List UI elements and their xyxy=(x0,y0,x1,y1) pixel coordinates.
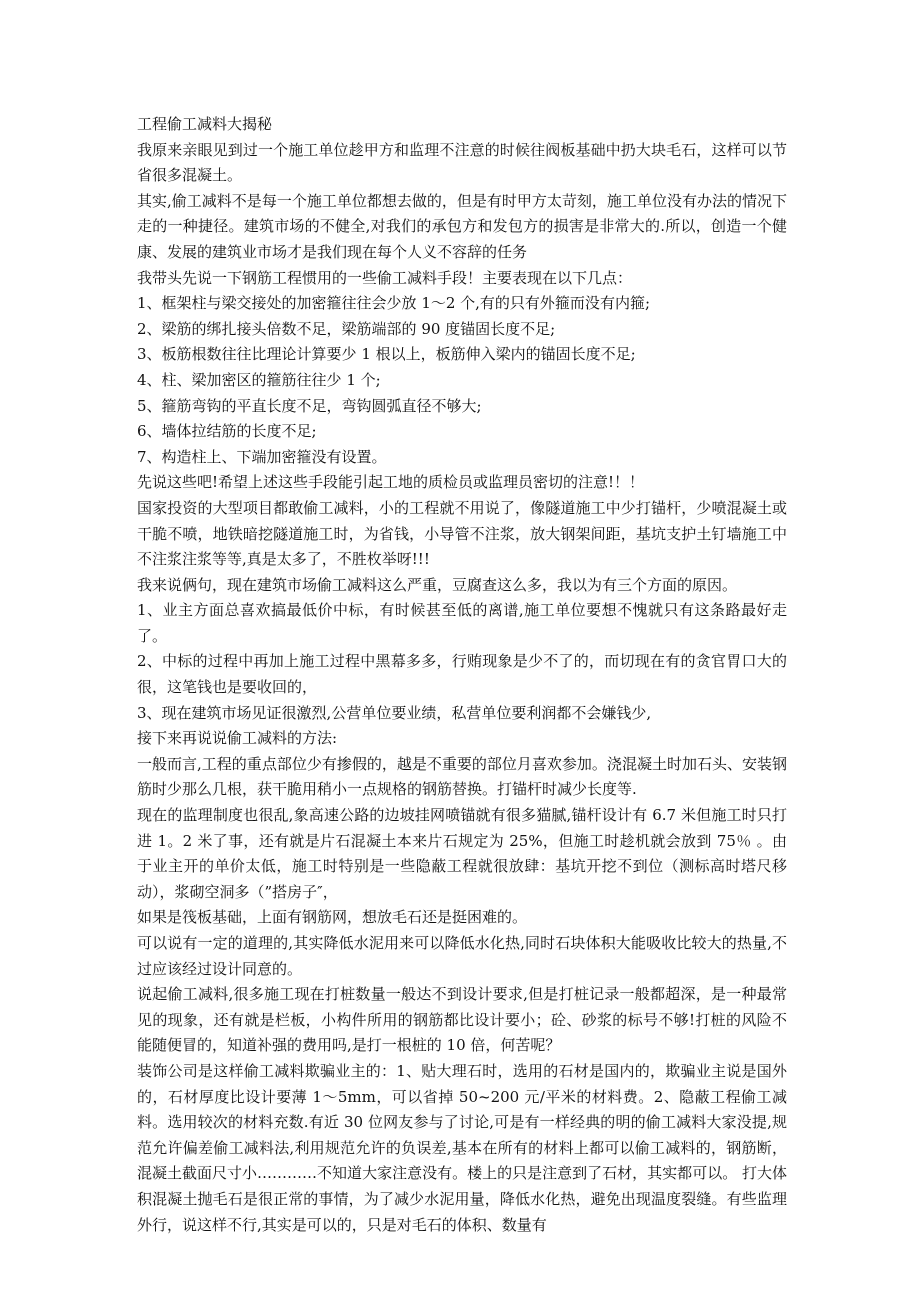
list-item: 6、墙体拉结筋的长度不足; xyxy=(137,422,317,441)
paragraph: 国家投资的大型项目都敢偷工减料，小的工程就不用说了，像隧道施工中少打锚杆，少喷混凝土或干脆不喷，地铁暗挖隧道施工时，为省钱，小导管不注浆，放大钢架间距，基坑支护土钉墙施工中不注浆注浆等等,真是太多了，不胜枚举呀!!! xyxy=(137,498,787,569)
document-title: 工程偷工减料大揭秘 xyxy=(137,115,273,133)
list-item: 3、现在建筑市场见证很激烈,公营单位要业绩，私营单位要利润都不会嫌钱少, xyxy=(137,703,652,722)
paragraph: 接下来再说说偷工减料的方法: xyxy=(137,729,338,748)
list-item: 2、中标的过程中再加上施工过程中黑幕多多，行贿现象是少不了的，而切现在有的贪官胃口大的很，这笔钱也是要收回的， xyxy=(137,652,787,697)
list-item: 2、梁筋的绑扎接头倍数不足，梁筋端部的 90 度锚固长度不足; xyxy=(137,319,556,338)
list-item: 4、柱、梁加密区的箍筋往往少 1 个; xyxy=(137,370,381,389)
paragraph: 说起偷工减料,很多施工现在打桩数量一般达不到设计要求,但是打桩记录一般都超深，是一种最常见的现象，还有就是栏板，小构件所用的钢筋都比设计要小；砼、砂浆的标号不够!打桩的风险不能随便冒的，知道补强的费用吗,是打一根桩的 10 倍，何苦呢？ xyxy=(137,985,787,1055)
list-item: 5、箍筋弯钩的平直长度不足，弯钩圆弧直径不够大; xyxy=(137,396,482,415)
document-body xyxy=(137,112,787,1238)
list-item: 7、构造柱上、下端加密箍没有设置。 xyxy=(137,447,387,466)
paragraph: 我来说俩句，现在建筑市场偷工减料这么严重，豆腐查这么多，我以为有三个方面的原因。 xyxy=(137,575,738,594)
paragraph: 我原来亲眼见到过一个施工单位趁甲方和监理不注意的时候往阀板基础中扔大块毛石，这样可以节省很多混凝土。 xyxy=(137,140,787,185)
list-item: 1、框架柱与梁交接处的加密箍往往会少放 1～2 个,有的只有外箍而没有内箍; xyxy=(137,294,650,313)
list-item: 3、板筋根数往往比理论计算要少 1 根以上，板筋伸入梁内的锚固长度不足; xyxy=(137,345,636,364)
paragraph: 如果是筏板基础，上面有钢筋网，想放毛石还是挺困难的。 xyxy=(137,908,528,927)
list-item: 1、业主方面总喜欢搞最低价中标，有时候甚至低的离谱,施工单位要想不愧就只有这条路最好走了。 xyxy=(137,601,787,645)
paragraph: 装饰公司是这样偷工减料欺骗业主的：1、贴大理石时，选用的石材是国内的，欺骗业主说是国外的，石材厚度比设计要薄 1～5mm，可以省掉 50~200 元/平米的材料费。2、隐蔽工程偷工减料。选用较次的材料充数.有近 30 位网友参与了讨论,可是有一样经典的明的偷工减料大家没提,规范允许偏差偷工减料法,利用规范允许的负误差,基本在所有的材料上都可以偷工减料的，钢筋断，混凝土截面尺寸小…………不知道大家注意没有。楼上的只是注意到了石材，其实都可以。 打大体积混凝土抛毛石是很正常的事情，为了减少水泥用量，降低水化热，避免出现温度裂缝。有些监理外行，说这样不行,其实是可以的，只是对毛石的体积、数量有 xyxy=(137,1061,787,1234)
paragraph: 现在的监理制度也很乱,象高速公路的边坡挂网喷锚就有很多猫腻,锚杆设计有 6.7 米但施工时只打进 1。2 米了事，还有就是片石混凝土本来片石规定为 25%，但施工时趁机就会放到 75％ 。由于业主开的单价太低，施工时特别是一些隐蔽工程就很放肆：基坑开挖不到位（测标高时塔尺移动），浆砌空洞多（”搭房子″， xyxy=(137,806,787,901)
paragraph: 我带头先说一下钢筋工程惯用的一些偷工减料手段！主要表现在以下几点： xyxy=(137,268,633,287)
paragraph: 可以说有一定的道理的,其实降低水泥用来可以降低水化热,同时石块体积大能吸收比较大的热量,不过应该经过设计同意的。 xyxy=(137,934,787,978)
paragraph: 先说这些吧!希望上述这些手段能引起工地的质检员或监理员密切的注意!！！ xyxy=(137,473,645,492)
paragraph: 一般而言,工程的重点部位少有掺假的，越是不重要的部位月喜欢参加。浇混凝土时加石头、安装钢筋时少那么几根，获干脆用稍小一点规格的钢筋替换。打锚杆时减少长度等. xyxy=(137,754,787,799)
paragraph: 其实,偷工减料不是每一个施工单位都想去做的，但是有时甲方太苛刻，施工单位没有办法的情况下走的一种捷径。建筑市场的不健全,对我们的承包方和发包方的损害是非常大的.所以，创造一个健康、发展的建筑业市场才是我们现在每个人义不容辞的任务 xyxy=(137,191,787,261)
